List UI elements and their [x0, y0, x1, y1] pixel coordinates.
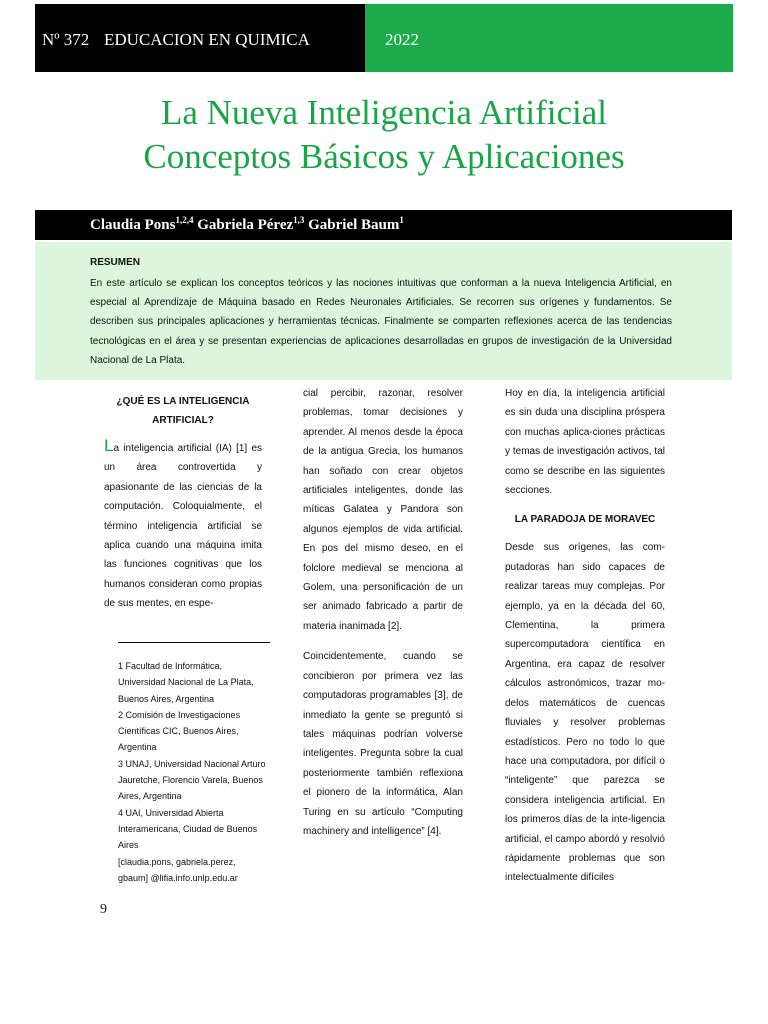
section-heading: ¿QUÉ ES LA INTELIGENCIA ARTIFICIAL?: [116, 396, 250, 426]
footnote: 2 Comisión de Investigaciones Científicas CIC, Buenos Aires, Argentina: [118, 709, 241, 753]
paragraph: Coincidentemente, cuando se concibieron por primera vez las computadoras programables [3], de inmediato la gente se preguntó si tales máquinas podrían volverse inteligentes. Pregunta sobre la cual posteriormente también reflexiona el pionero de la informática, Alan Turing en su artículo “Computing machinery and intelligence” [4].: [303, 651, 463, 837]
author-name: Claudia Pons: [90, 217, 176, 233]
paragraph: Desde sus orígenes, las com-putadoras han sido capaces de realizar tareas muy complejas. Por ejemplo, ya en la década del 60, Clementina, la primera supercomputadora científica en Argentina, era capaz de resolver cálculos astronómicos, trazar mo-delos matemáticos de cuencas fluviales y resolver problemas estadísticos. Pero no todo lo que hace una computadora, por difícil o “inteligente” que parezca se considera inteligencia artificial. En los primeros días de la inte-ligencia artificial, el campo abordó y resolvió rápidamente problemas que son intelectualmente difíciles: [505, 542, 665, 884]
paragraph-text: a inteligencia artificial (IA) [1] es un área controvertida y apasionante de las ciencias de la computación. Coloquialmente, el término inteligencia artificial se aplica cuando una máquina imita las funciones cognitivas que los humanos consideran como propias de sus mentes, en espe-: [104, 443, 262, 610]
column-2: [303, 384, 463, 841]
column-3: [505, 384, 665, 888]
footnote-emails: [claudia.pons, gabriela.perez, gbaum] @lifia.info.unlp.edu.ar: [118, 856, 238, 883]
journal-name: EDUCACION EN QUIMICA: [104, 30, 310, 49]
footnote-rule: [118, 642, 270, 643]
footnotes: [118, 658, 268, 886]
header-year-band: [365, 4, 733, 72]
author-name: Gabriel Baum: [308, 217, 400, 233]
author-name: Gabriela Pérez: [197, 217, 294, 233]
abstract-text: En este artículo se explican los conceptos teóricos y las nociones intuitivas que conforman a la nueva Inteligencia Artificial, en especial al Aprendizaje de Máquina basado en Redes Neuronales Artificiales. Se recorren sus orígenes y fundamentos. Se describen sus principales aplicaciones y herramientas técnicas. Finalmente se comparten reflexiones acerca de las tendencias tecnológicas en el área y se presentan experiencias de aplicaciones desarrolladas en grupos de investigación de la Universidad Nacional de La Plata.: [90, 278, 672, 366]
author-affiliation: 1,3: [293, 215, 305, 225]
authors-line: [90, 215, 404, 234]
issue-year: 2022: [385, 30, 419, 49]
column-1: [104, 392, 262, 614]
paragraph: [104, 436, 262, 614]
footnote: 1 Facultad de Informática, Universidad Nacional de La Plata, Buenos Aires, Argentina: [118, 661, 254, 704]
paragraph: cial percibir, razonar, resolver problemas, tomar decisiones y aprender. Al menos desde la época de la antigua Grecia, los humanos han soñado con crear objetos artificiales inteligentes, donde las míticas Galatea y Pandora son algunos ejemplos de vida artificial. En pos del mismo deseo, en el folclore medieval se menciona al Golem, una personificación de un ser animado fabricado a partir de materia inanimada [2].: [303, 388, 463, 632]
article-title-line2: Conceptos Básicos y Aplicaciones: [143, 137, 625, 176]
drop-cap: L: [104, 436, 114, 455]
footnote: 3 UNAJ, Universidad Nacional Arturo Jauretche, Florencio Varela, Buenos Aires, Argentina: [118, 758, 266, 802]
abstract-heading: RESUMEN: [90, 257, 141, 268]
footnote: 4 UAI, Universidad Abierta Interamericana, Ciudad de Buenos Aires: [118, 807, 258, 851]
article-title-line1: La Nueva Inteligencia Artificial: [160, 93, 608, 132]
paragraph: Hoy en día, la inteligencia artificial es sin duda una disciplina próspera con muchas aplica-ciones prácticas y temas de investigación activos, tal como se describe en las siguientes secciones.: [505, 388, 665, 497]
issue-number: Nº 372: [42, 30, 90, 49]
author-affiliation: 1: [399, 215, 404, 225]
section-heading: LA PARADOJA DE MORAVEC: [514, 514, 656, 526]
page-number: 9: [100, 902, 107, 917]
author-affiliation: 1,2,4: [175, 215, 194, 225]
